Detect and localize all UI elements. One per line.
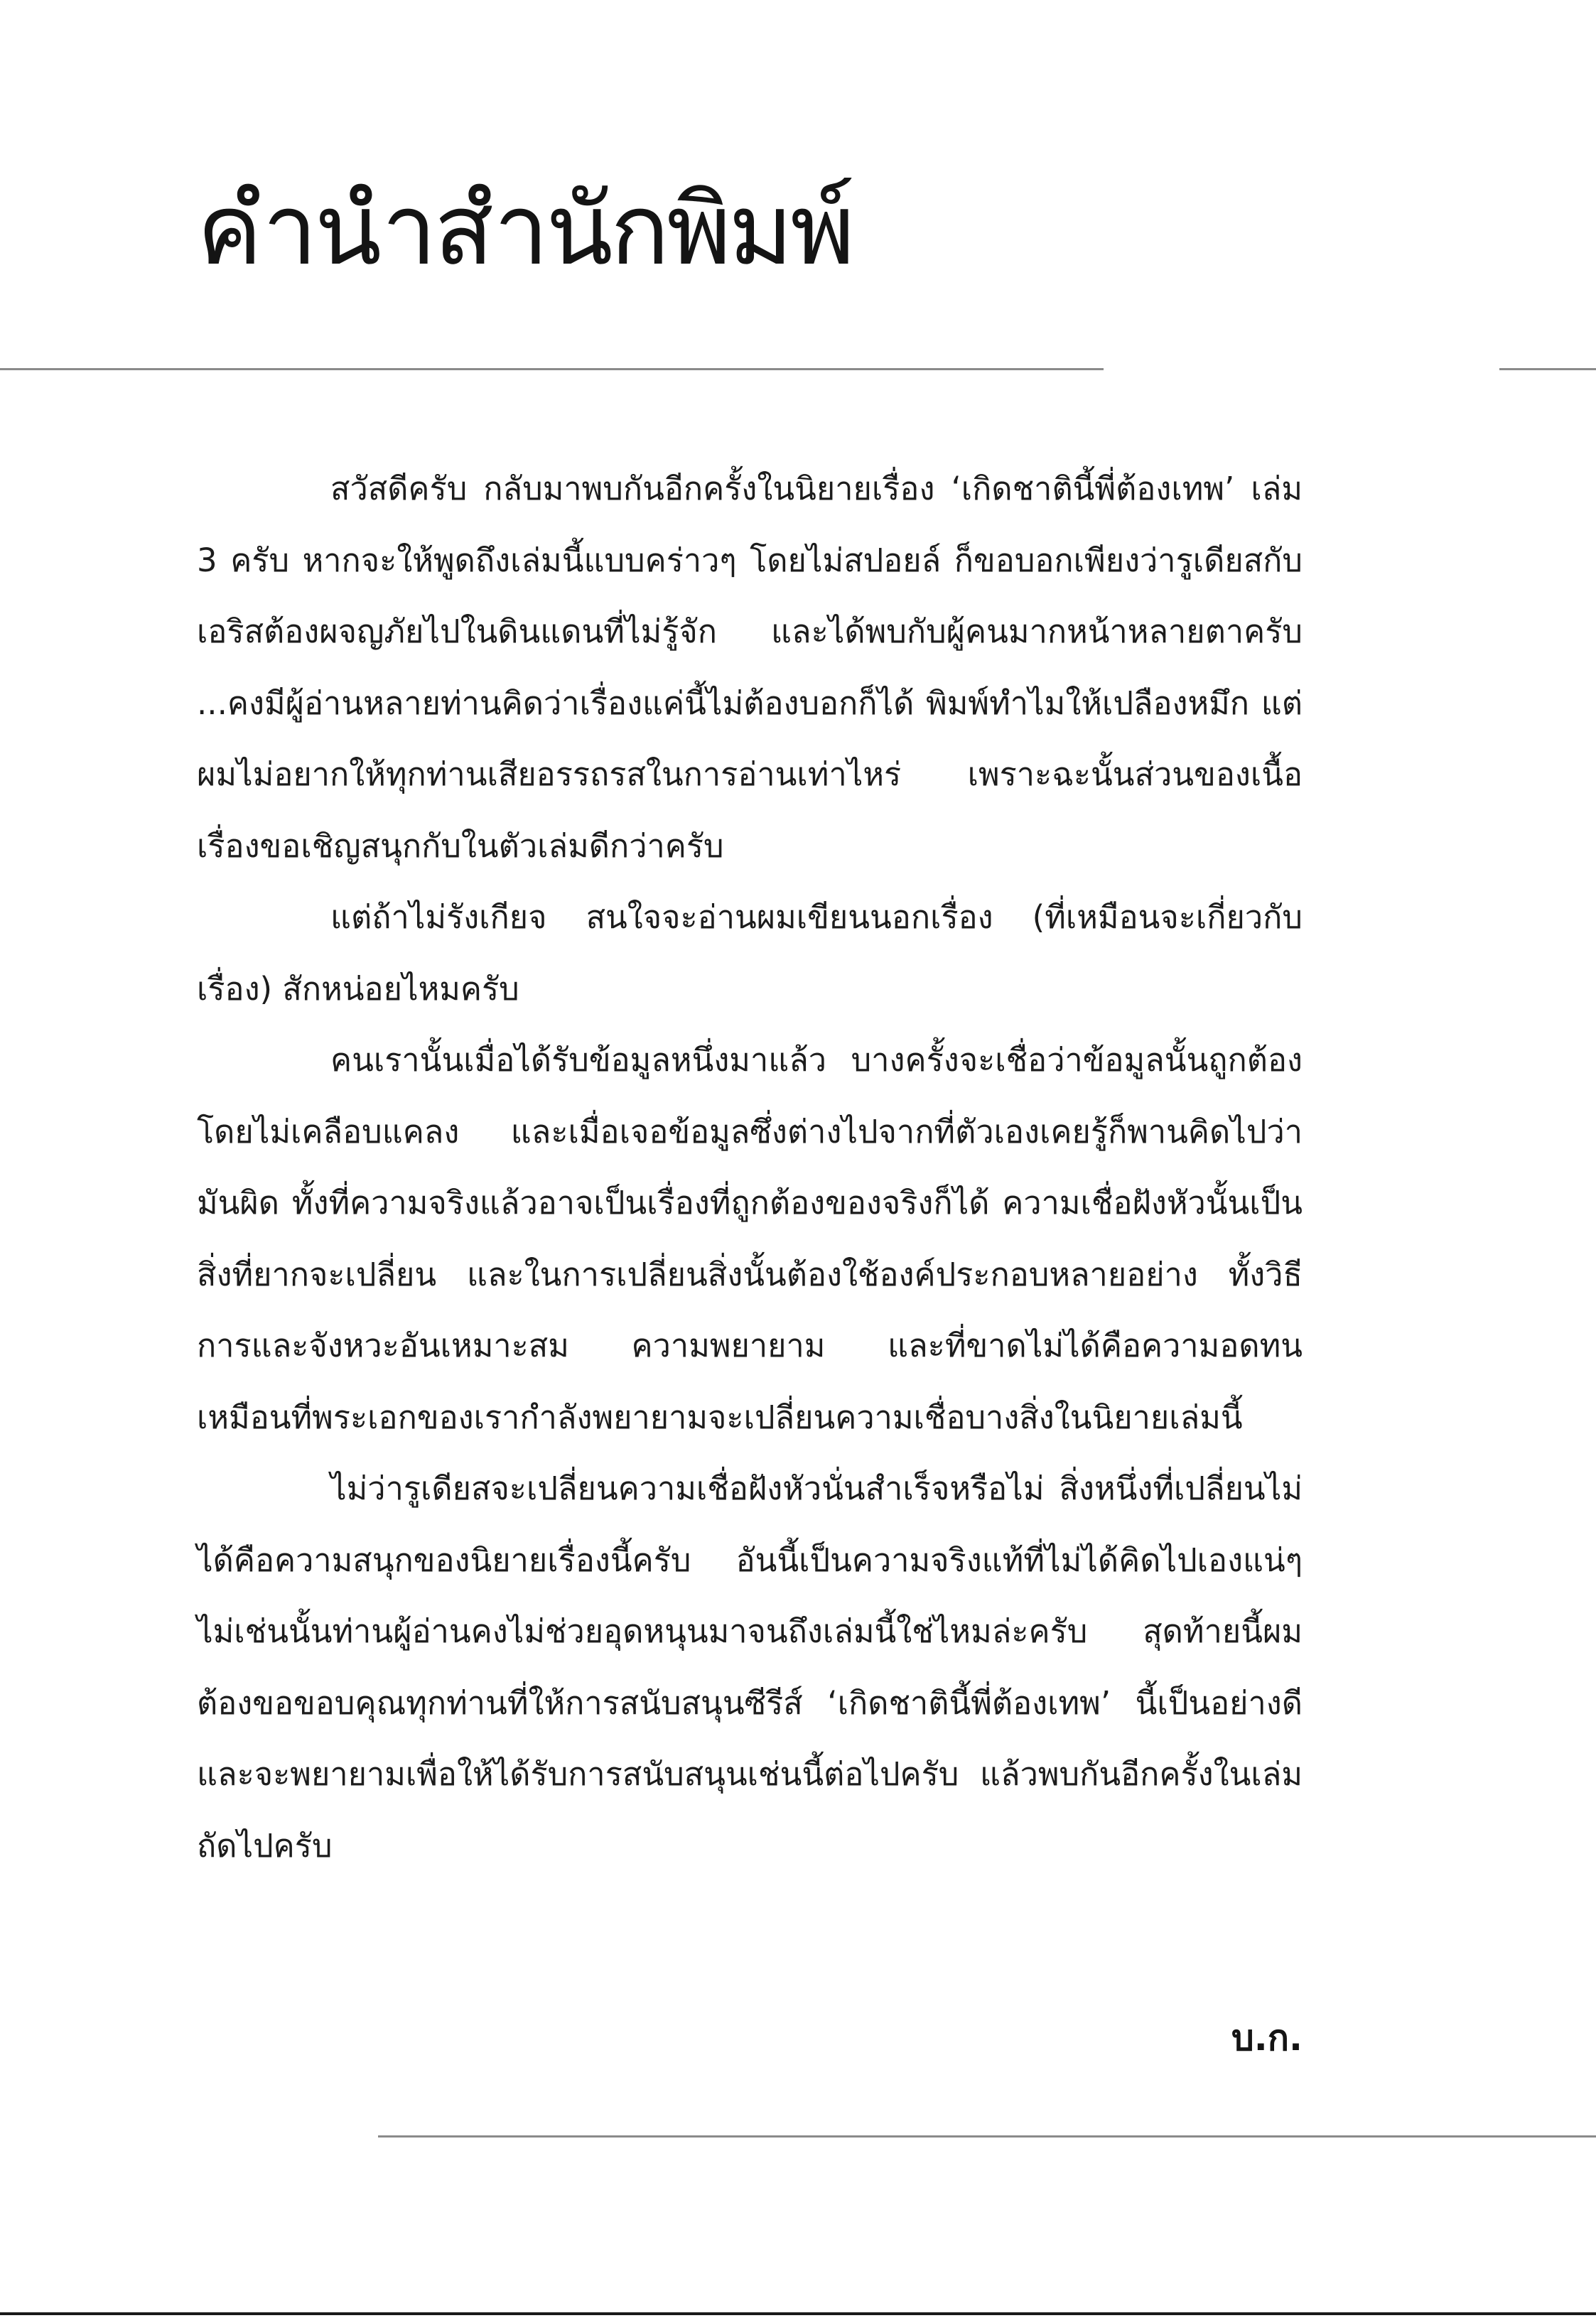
preface-paragraph-4: ไม่ว่ารูเดียสจะเปลี่ยนความเชื่อฝังหัวนั่นสำเร็จหรือไม่ สิ่งหนึ่งที่เปลี่ยนไม่ได้คือความสนุกของนิยายเรื่องนี้ครับ อันนี้เป็นความจริงแท้ที่ไม่ได้คิดไปเองแน่ๆ ไม่เช่นนั้นท่านผู้อ่านคงไม่ช่วยอุดหนุนมาจนถึงเล่มนี้ใช่ไหมล่ะครับ สุดท้ายนี้ผมต้องขอขอบคุณทุกท่านที่ให้การสนับสนุนซีรีส์ ‘เกิดชาตินี้พี่ต้องเทพ’ นี้เป็นอย่างดี และจะพยายามเพื่อให้ได้รับการสนับสนุนเช่นนี้ต่อไปครับ แล้วพบกันอีกครั้งในเล่มถัดไปครับ <box>197 1470 1303 1865</box>
preface-body <box>197 453 1303 1882</box>
title-divider-right <box>1499 368 1596 370</box>
title-divider-left <box>0 368 1104 370</box>
page-bottom-edge <box>0 2312 1596 2315</box>
editor-signature: บ.ก. <box>1231 2017 1303 2059</box>
preface-paragraph-2: แต่ถ้าไม่รังเกียจ สนใจจะอ่านผมเขียนนอกเรื่อง (ที่เหมือนจะเกี่ยวกับเรื่อง) สักหน่อยไหมครับ <box>197 898 1303 1008</box>
footer-divider <box>378 2135 1596 2138</box>
page-title: คำนำสำนักพิมพ์ <box>197 173 853 287</box>
preface-paragraph-1: สวัสดีครับ กลับมาพบกันอีกครั้งในนิยายเรื่อง ‘เกิดชาตินี้พี่ต้องเทพ’ เล่ม 3 ครับ หากจะให้พูดถึงเล่มนี้แบบคร่าวๆ โดยไม่สปอยล์ ก็ขอบอกเพียงว่ารูเดียสกับเอริสต้องผจญภัยไปในดินแดนที่ไม่รู้จัก และได้พบกับผู้คนมากหน้าหลายตาครับ ...คงมีผู้อ่านหลายท่านคิดว่าเรื่องแค่นี้ไม่ต้องบอกก็ได้ พิมพ์ทำไมให้เปลืองหมึก แต่ผมไม่อยากให้ทุกท่านเสียอรรถรสในการอ่านเท่าไหร่ เพราะฉะนั้นส่วนของเนื้อเรื่องขอเชิญสนุกกับในตัวเล่มดีกว่าครับ <box>197 470 1303 865</box>
preface-paragraph-3: คนเรานั้นเมื่อได้รับข้อมูลหนึ่งมาแล้ว บางครั้งจะเชื่อว่าข้อมูลนั้นถูกต้องโดยไม่เคลือบแคลง และเมื่อเจอข้อมูลซึ่งต่างไปจากที่ตัวเองเคยรู้ก็พานคิดไปว่ามันผิด ทั้งที่ความจริงแล้วอาจเป็นเรื่องที่ถูกต้องของจริงก็ได้ ความเชื่อฝังหัวนั้นเป็นสิ่งที่ยากจะเปลี่ยน และในการเปลี่ยนสิ่งนั้นต้องใช้องค์ประกอบหลายอย่าง ทั้งวิธีการและจังหวะอันเหมาะสม ความพยายาม และที่ขาดไม่ได้คือความอดทน เหมือนที่พระเอกของเรากำลังพยายามจะเปลี่ยนความเชื่อบางสิ่งในนิยายเล่มนี้ <box>197 1041 1303 1436</box>
